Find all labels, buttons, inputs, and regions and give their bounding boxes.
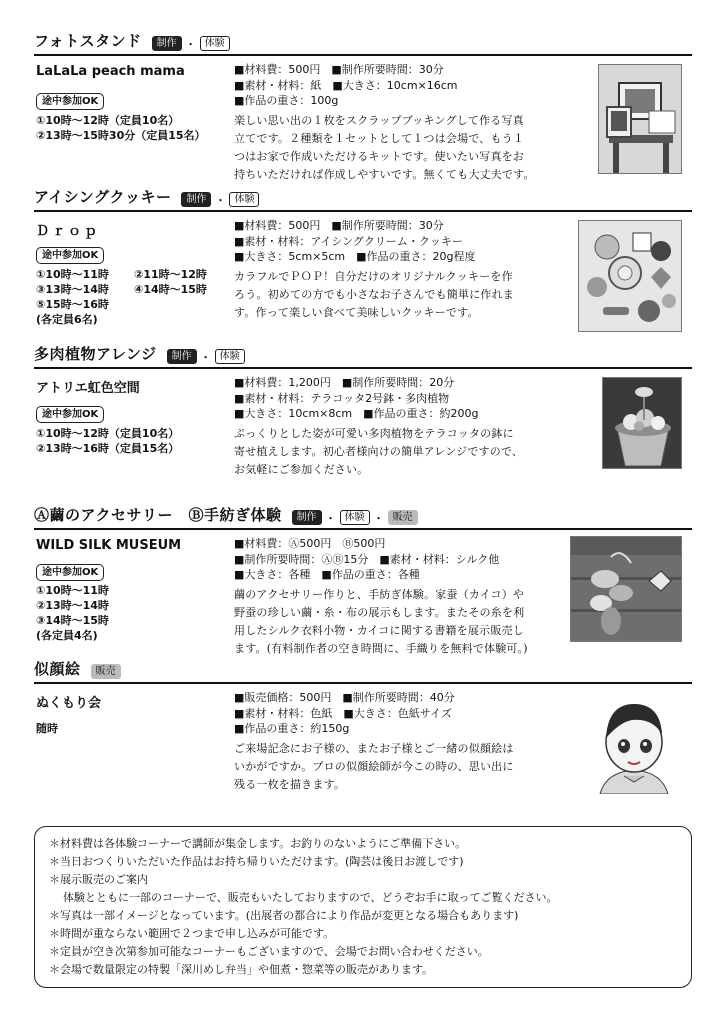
time-slot: ③13時～14時 [36,283,109,296]
spec-line: ■制作所要時間：ⒶⒷ15分 ■素材・材料：シルク他 [234,552,500,566]
tag-taiken: 体験 [200,36,230,51]
section-body [34,530,692,656]
section-title: フォトスタンド [34,32,142,50]
spec-line: ■大きさ：5cm×5cm ■作品の重さ：20g程度 [234,250,476,263]
spec-line: ■素材・材料：アイシングクリーム・クッキー [234,234,463,248]
time-slot: ④14時～15時 [134,283,207,296]
join-midway-badge: 途中参加OK [36,93,104,110]
spec-line: ■素材・材料：テラコッタ2号鉢・多肉植物 [234,391,450,405]
tag-taiken: 体験 [215,349,245,364]
tag-taiken: 体験 [340,510,370,525]
time-slot: ②13時～16時（定員15名） [36,442,180,455]
cocoon-photo [570,536,682,642]
portrait-illustration [586,690,682,794]
description: 楽しい思い出の１枚をスクラップブッキングして作る写真 立てです。２種類を１セットとして１つは会場で、もう１ つはお家で作成いただけるキットです。使いたい写真をお 持ちいただければ作成しやすいです。無くても大丈夫です。 [234,113,535,181]
spec-line: ■販売価格：500円 ■制作所要時間：40分 [234,691,455,704]
section-header [34,186,692,212]
section-title: Ⓐ繭のアクセサリー Ⓑ手紡ぎ体験 [34,506,282,524]
time-slot: ②13時～14時 [36,599,109,612]
details [234,536,564,658]
photo-stand-photo [598,64,682,174]
section-header [34,30,692,56]
capacity-note: (各定員6名) [36,313,98,326]
section-body [34,56,692,182]
section-body [34,369,692,495]
section-title: 多肉植物アレンジ [34,345,157,363]
spec-line: ■大きさ：各種 ■作品の重さ：各種 [234,568,420,581]
details [234,375,564,479]
description: ご来場記念にお子様の、またお子様とご一緒の似顔絵は いかがですか。プロの似顔絵師が今この時の、思い出に 残る一枚を描きます。 [234,741,514,791]
exhibitor-name: アトリエ虹色空間 [36,381,140,396]
time-slot: ①10時～11時 [36,584,109,597]
tag-group: 制作 ・ 体験 [167,349,245,364]
capacity-note: (各定員4名) [36,629,98,642]
section-portrait [34,658,692,810]
spec-line: ■大きさ：10cm×8cm ■作品の重さ：約200g [234,407,479,420]
spec-line: ■素材・材料：色紙 ■大きさ：色紙サイズ [234,706,452,720]
spec-line: ■素材・材料：紙 ■大きさ：10cm×16cm [234,78,458,92]
tag-group [91,664,121,679]
section-header [34,658,692,684]
note-line: ＊会場で数量限定の特製「深川めし弁当」や佃煮・惣菜等の販売があります。 [49,963,434,976]
section-title: アイシングクッキー [34,188,172,206]
note-line: ＊定員が空き次第参加可能なコーナーもございますので、会場でお問い合わせください。 [49,945,489,958]
tag-taiken: 体験 [229,192,259,207]
time-slot: ①10時～12時（定員10名） [36,427,180,440]
tag-seisaku: 制作 [181,192,211,207]
join-midway-badge: 途中参加OK [36,564,104,581]
note-line: 体験とともに一部のコーナーで、販売もいたしておりますので、どうぞお手に取ってご覧ください。 [63,891,558,904]
details [234,218,564,322]
description: 繭のアクセサリー作りと、手紡ぎ体験。家蚕（カイコ）や 野蚕の珍しい繭・糸・布の展示もします。またその糸を利 用したシルク衣料小物・カイコに関する書籍を展示販売し ます。(有料制作者の空き時間に、手織りを無料で体験可。) [234,587,528,655]
time-slots [36,721,58,736]
time-slots [36,267,232,327]
exhibitor-name: ぬくもり会 [36,696,102,711]
section-icing-cookie [34,186,692,338]
tag-seisaku: 制作 [292,510,322,525]
tag-seisaku: 制作 [152,36,182,51]
time-slot: ③14時～15時 [36,614,109,627]
tag-group: 制作 ・ 体験 [181,192,259,207]
description: ぷっくりとした姿が可愛い多肉植物をテラコッタの鉢に 寄せ植えします。初心者様向けの簡単アレンジですので、 お気軽にご参加ください。 [234,426,524,476]
succulent-photo [602,377,682,469]
details [234,62,564,184]
time-slot: 随時 [36,722,58,735]
exhibitor-name: WILD SILK MUSEUM [36,538,182,553]
section-photo-stand [34,30,692,182]
join-midway-badge: 途中参加OK [36,247,104,264]
time-slot: ②11時～12時 [134,268,207,281]
section-header [34,343,692,369]
tag-group: 制作 ・ 体験 [152,36,230,51]
note-line: ＊写真は一部イメージとなっています。(出展者の都合により作品が変更となる場合もあります) [49,909,519,922]
icing-cookie-photo [578,220,682,332]
tag-seisaku: 制作 [167,349,197,364]
section-succulent-arrangement [34,343,692,495]
time-slots [36,426,179,456]
spec-line: ■材料費：Ⓐ500円 Ⓑ500円 [234,537,386,550]
spec-line: ■材料費：500円 ■制作所要時間：30分 [234,219,444,232]
section-body [34,212,692,338]
tag-group: 制作 ・ 体験 ・ 販売 [292,510,418,525]
time-slot: ②13時～15時30分（定員15名） [36,129,206,142]
time-slots [36,113,206,143]
spec-line: ■材料費：500円 ■制作所要時間：30分 [234,63,444,76]
spec-line: ■作品の重さ：約150g [234,722,350,735]
join-midway-badge: 途中参加OK [36,406,104,423]
note-line: ＊材料費は各体験コーナーで講師が集金します。お釣りのないようにご準備下さい。 [49,837,467,850]
tag-hanbai: 販売 [91,664,121,679]
exhibitor-name: Ｄｒｏｐ [36,224,101,239]
spec-line: ■作品の重さ：100g [234,94,339,107]
section-title: 似顔絵 [34,660,81,678]
time-slot: ①10時～12時（定員10名） [36,114,180,127]
description: カラフルでＰＯＰ！自分だけのオリジナルクッキーを作 ろう。初めての方でも小さなお子さんでも簡単に作れま す。作って楽しい食べて美味しいクッキーです。 [234,269,514,319]
time-slot: ①10時～11時 [36,268,109,281]
details [234,690,564,794]
tag-hanbai: 販売 [388,510,418,525]
time-slots [36,583,109,643]
notes-box [34,826,692,988]
spec-line: ■材料費：1,200円 ■制作所要時間：20分 [234,376,455,389]
section-body [34,684,692,810]
time-slot: ⑤15時～16時 [36,298,109,311]
note-line: ＊時間が重ならない範囲で２つまで申し込みが可能です。 [49,927,335,940]
section-cocoon-accessory [34,504,692,656]
section-header [34,504,692,530]
note-line: ＊当日おつくりいただいた作品はお持ち帰りいただけます。(陶芸は後日お渡しです) [49,855,464,868]
note-line: ＊展示販売のご案内 [49,873,148,886]
exhibitor-name: LaLaLa peach mama [36,64,185,79]
